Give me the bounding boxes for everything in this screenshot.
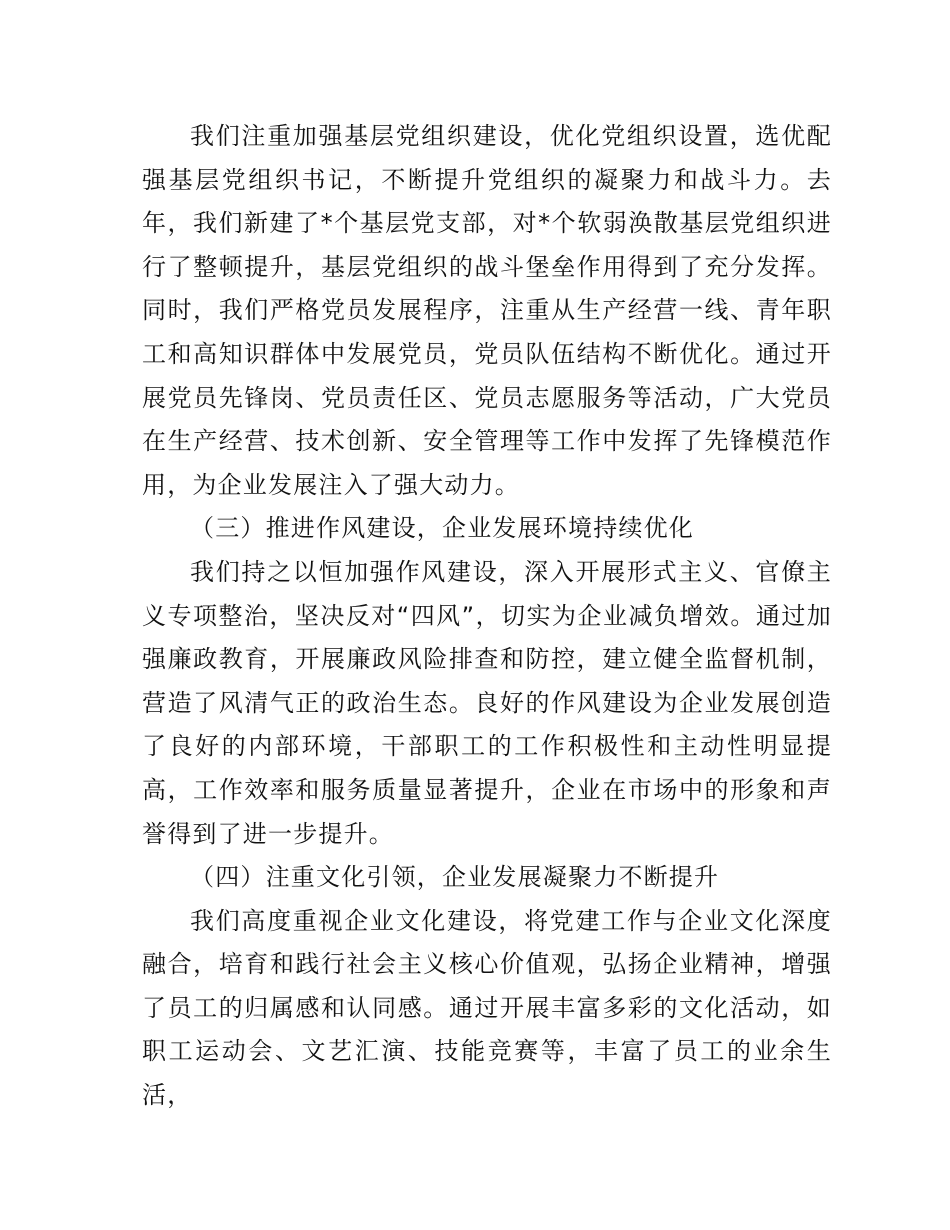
section-heading-culture: （四）注重文化引领，企业发展凝聚力不断提升: [190, 863, 720, 892]
section-heading-work-style: （三）推进作风建设，企业发展环境持续优化: [190, 514, 694, 543]
body-paragraph-party-organization: 我们注重加强基层党组织建设，优化党组织设置，选优配强基层党组织书记，不断提升党组织的凝聚力和战斗力。去年，我们新建了*个基层党支部，对*个软弱涣散基层党组织进行了整顿提升，基层党组织的战斗堡垒作用得到了充分发挥。同时，我们严格党员发展程序，注重从生产经营一线、青年职工和高知识群体中发展党员，党员队伍结构不断优化。通过开展党员先锋岗、党员责任区、党员志愿服务等活动，广大党员在生产经营、技术创新、安全管理等工作中发挥了先锋模范作用，为企业发展注入了强大动力。: [142, 122, 832, 499]
body-paragraph-culture: 我们高度重视企业文化建设，将党建工作与企业文化深度融合，培育和践行社会主义核心价值观，弘扬企业精神，增强了员工的归属感和认同感。通过开展丰富多彩的文化活动，如职工运动会、文艺汇演、技能竞赛等，丰富了员工的业余生活，: [142, 906, 832, 1110]
document-page: [142, 115, 832, 1118]
body-paragraph-work-style: 我们持之以恒加强作风建设，深入开展形式主义、官僚主义专项整治，坚决反对“四风”，切实为企业减负增效。通过加强廉政教育，开展廉政风险排查和防控，建立健全监督机制，营造了风清气正的政治生态。良好的作风建设为企业发展创造了良好的内部环境，干部职工的工作积极性和主动性明显提高，工作效率和服务质量显著提升，企业在市场中的形象和声誉得到了进一步提升。: [142, 557, 832, 848]
